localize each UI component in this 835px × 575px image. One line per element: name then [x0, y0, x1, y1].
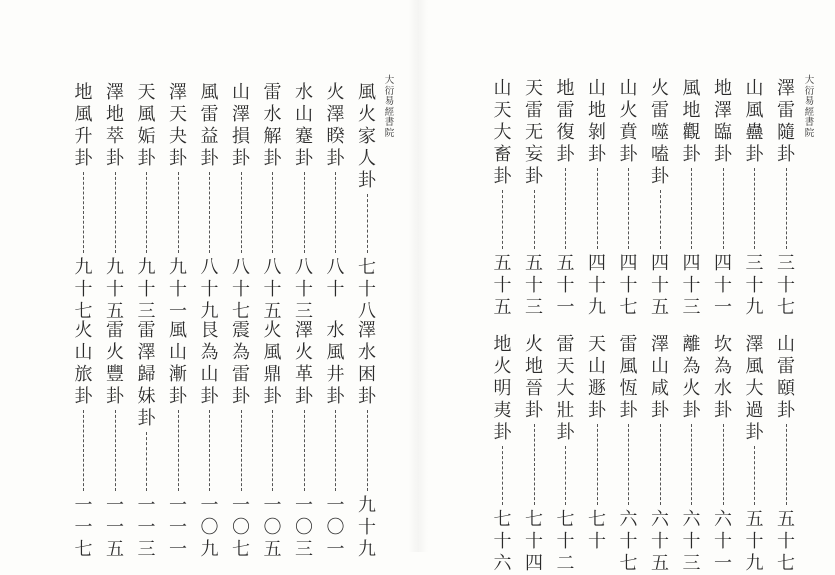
leader-dashes	[597, 168, 598, 249]
hexagram-name: 山雷頤卦	[777, 334, 795, 421]
leader-dashes	[83, 410, 84, 491]
hexagram-name: 天雷无妄卦	[525, 78, 543, 187]
toc-entry	[261, 82, 285, 323]
page-number: 七十八	[358, 257, 376, 322]
leader-dashes	[272, 410, 273, 491]
page-number: 七十六	[493, 509, 512, 574]
page-number: 五十七	[777, 509, 795, 574]
leader-dashes	[241, 172, 242, 253]
hexagram-name: 風地觀卦	[682, 78, 701, 165]
leader-dashes	[209, 172, 210, 253]
leader-dashes	[786, 168, 787, 249]
page-number: 七十二	[556, 509, 575, 574]
leader-dashes	[628, 424, 629, 505]
hexagram-name: 震為雷卦	[232, 320, 250, 407]
leader-dashes	[83, 172, 84, 253]
leader-dashes	[597, 424, 598, 505]
page-number: 七十	[588, 509, 606, 552]
toc-entry	[103, 82, 127, 323]
page-number: 三十九	[745, 253, 764, 318]
toc-entry	[229, 82, 253, 323]
toc-entry	[648, 78, 672, 319]
leader-dashes	[691, 424, 692, 505]
leader-dashes	[660, 424, 661, 505]
hexagram-name: 山風蠱卦	[745, 78, 764, 165]
leader-dashes	[146, 432, 147, 491]
page-number: 五十五	[493, 253, 512, 318]
hexagram-name: 山澤損卦	[232, 82, 250, 169]
leader-dashes	[304, 410, 305, 491]
toc-entry	[648, 334, 672, 575]
leader-dashes	[754, 168, 755, 249]
toc-entry	[491, 78, 515, 319]
leader-dashes	[272, 172, 273, 253]
page-number: 九十三	[137, 257, 156, 322]
hexagram-name: 山天大畜卦	[493, 78, 512, 187]
page-number: 四十五	[651, 253, 669, 318]
toc-entry	[355, 320, 379, 561]
page-number: 八十三	[295, 257, 313, 322]
page-number: 一一五	[106, 495, 124, 560]
toc-entry	[72, 82, 96, 323]
page-number: 五十三	[525, 253, 543, 318]
leader-dashes	[115, 410, 116, 491]
hexagram-name: 火地晉卦	[525, 334, 543, 421]
toc-entry	[743, 78, 767, 319]
toc-entry	[72, 320, 96, 561]
hexagram-name: 天山遯卦	[588, 334, 606, 421]
left-page	[0, 0, 418, 560]
hexagram-name: 澤水困卦	[358, 320, 376, 407]
page-number: 一一七	[74, 495, 93, 560]
page-number: 九十七	[74, 257, 93, 322]
toc-entry	[585, 78, 609, 319]
hexagram-name: 水風井卦	[326, 320, 345, 407]
page-number: 四十一	[714, 253, 732, 318]
hexagram-name: 雷火豐卦	[106, 320, 124, 407]
toc-entry	[324, 82, 348, 301]
hexagram-name: 火澤睽卦	[326, 82, 345, 169]
page-number: 四十七	[619, 253, 638, 318]
toc-entry	[711, 78, 735, 319]
hexagram-name: 火雷噬嗑卦	[651, 78, 669, 187]
leader-dashes	[146, 172, 147, 253]
page-number: 一〇七	[232, 495, 250, 560]
hexagram-name: 澤地萃卦	[106, 82, 124, 169]
page-number: 五十一	[556, 253, 575, 318]
toc-entry	[261, 320, 285, 561]
hexagram-name: 地雷復卦	[556, 78, 575, 165]
toc-entry	[491, 334, 515, 575]
hexagram-name: 澤雷隨卦	[777, 78, 795, 165]
toc-entry	[135, 82, 159, 323]
hexagram-name: 雷澤歸妹卦	[137, 320, 156, 429]
hexagram-name: 坎為水卦	[714, 334, 732, 421]
leader-dashes	[502, 446, 503, 505]
leader-dashes	[534, 424, 535, 505]
page-number: 一〇一	[326, 495, 345, 560]
page-number: 一〇三	[295, 495, 313, 560]
leader-dashes	[628, 168, 629, 249]
toc-entry	[103, 320, 127, 561]
hexagram-name: 雷水解卦	[263, 82, 282, 169]
hexagram-name: 離為火卦	[682, 334, 701, 421]
leader-dashes	[534, 190, 535, 249]
page-number: 六十七	[619, 509, 638, 574]
leader-dashes	[660, 190, 661, 249]
hexagram-name: 山地剝卦	[588, 78, 606, 165]
hexagram-name: 火風鼎卦	[263, 320, 282, 407]
hexagram-name: 艮為山卦	[200, 320, 219, 407]
toc-entry	[680, 334, 704, 575]
page-number: 七十四	[525, 509, 543, 574]
page-number: 九十五	[106, 257, 124, 322]
leader-dashes	[565, 168, 566, 249]
leader-dashes	[335, 410, 336, 491]
page-number: 九十一	[169, 257, 187, 322]
hexagram-name: 澤山咸卦	[651, 334, 669, 421]
hexagram-name: 風火家人卦	[358, 82, 376, 191]
page-number: 八十七	[232, 257, 250, 322]
toc-entry	[774, 334, 798, 575]
page-header: 大衍易經書院	[804, 75, 815, 139]
toc-entry	[355, 82, 379, 323]
leader-dashes	[335, 172, 336, 253]
toc-entry	[554, 334, 578, 575]
toc-entry	[774, 78, 798, 319]
page-number: 八十九	[200, 257, 219, 322]
hexagram-name: 地風升卦	[74, 82, 93, 169]
leader-dashes	[209, 410, 210, 491]
page-number: 六十一	[714, 509, 732, 574]
hexagram-name: 雷風恆卦	[619, 334, 638, 421]
toc-entry	[166, 82, 190, 323]
leader-dashes	[723, 424, 724, 505]
toc-entry	[198, 320, 222, 561]
page-number: 三十七	[777, 253, 795, 318]
leader-dashes	[565, 446, 566, 505]
leader-dashes	[786, 424, 787, 505]
page-header: 大衍易經書院	[384, 75, 395, 139]
toc-entry	[522, 78, 546, 319]
toc-entry	[617, 78, 641, 319]
toc-entry	[135, 320, 159, 561]
leader-dashes	[367, 410, 368, 491]
toc-entry	[585, 334, 609, 553]
hexagram-name: 山火賁卦	[619, 78, 638, 165]
hexagram-name: 雷天大壯卦	[556, 334, 575, 443]
toc-entry	[229, 320, 253, 561]
hexagram-name: 澤天夬卦	[169, 82, 187, 169]
page-number: 四十三	[682, 253, 701, 318]
toc-entry	[617, 334, 641, 575]
page-number: 一一三	[137, 495, 156, 560]
leader-dashes	[502, 190, 503, 249]
leader-dashes	[178, 410, 179, 491]
toc-entry	[198, 82, 222, 323]
leader-dashes	[754, 446, 755, 505]
page-number: 五十九	[745, 509, 764, 574]
toc-entry	[743, 334, 767, 575]
page-number: 一一一	[169, 495, 187, 560]
page-number: 六十五	[651, 509, 669, 574]
page-number: 一〇九	[200, 495, 219, 560]
toc-entry	[292, 320, 316, 561]
hexagram-name: 澤風大過卦	[745, 334, 764, 443]
leader-dashes	[367, 194, 368, 253]
hexagram-name: 澤火革卦	[295, 320, 313, 407]
leader-dashes	[304, 172, 305, 253]
page-number: 八十五	[263, 257, 282, 322]
leader-dashes	[115, 172, 116, 253]
toc-entry	[166, 320, 190, 561]
toc-entry	[680, 78, 704, 319]
page-number: 九十九	[358, 495, 376, 560]
toc-entry	[324, 320, 348, 561]
right-page	[418, 0, 835, 574]
leader-dashes	[178, 172, 179, 253]
hexagram-name: 水山蹇卦	[295, 82, 313, 169]
toc-entry	[554, 78, 578, 319]
page-number: 八十	[326, 257, 345, 300]
toc-entry	[522, 334, 546, 575]
page-number: 四十九	[588, 253, 606, 318]
leader-dashes	[723, 168, 724, 249]
page-number: 六十三	[682, 509, 701, 574]
hexagram-name: 風雷益卦	[200, 82, 219, 169]
hexagram-name: 火山旅卦	[74, 320, 93, 407]
leader-dashes	[241, 410, 242, 491]
toc-entry	[711, 334, 735, 575]
toc-entry	[292, 82, 316, 323]
hexagram-name: 地火明夷卦	[493, 334, 512, 443]
hexagram-name: 地澤臨卦	[714, 78, 732, 165]
page-number: 一〇五	[263, 495, 282, 560]
leader-dashes	[691, 168, 692, 249]
hexagram-name: 風山漸卦	[169, 320, 187, 407]
hexagram-name: 天風姤卦	[137, 82, 156, 169]
